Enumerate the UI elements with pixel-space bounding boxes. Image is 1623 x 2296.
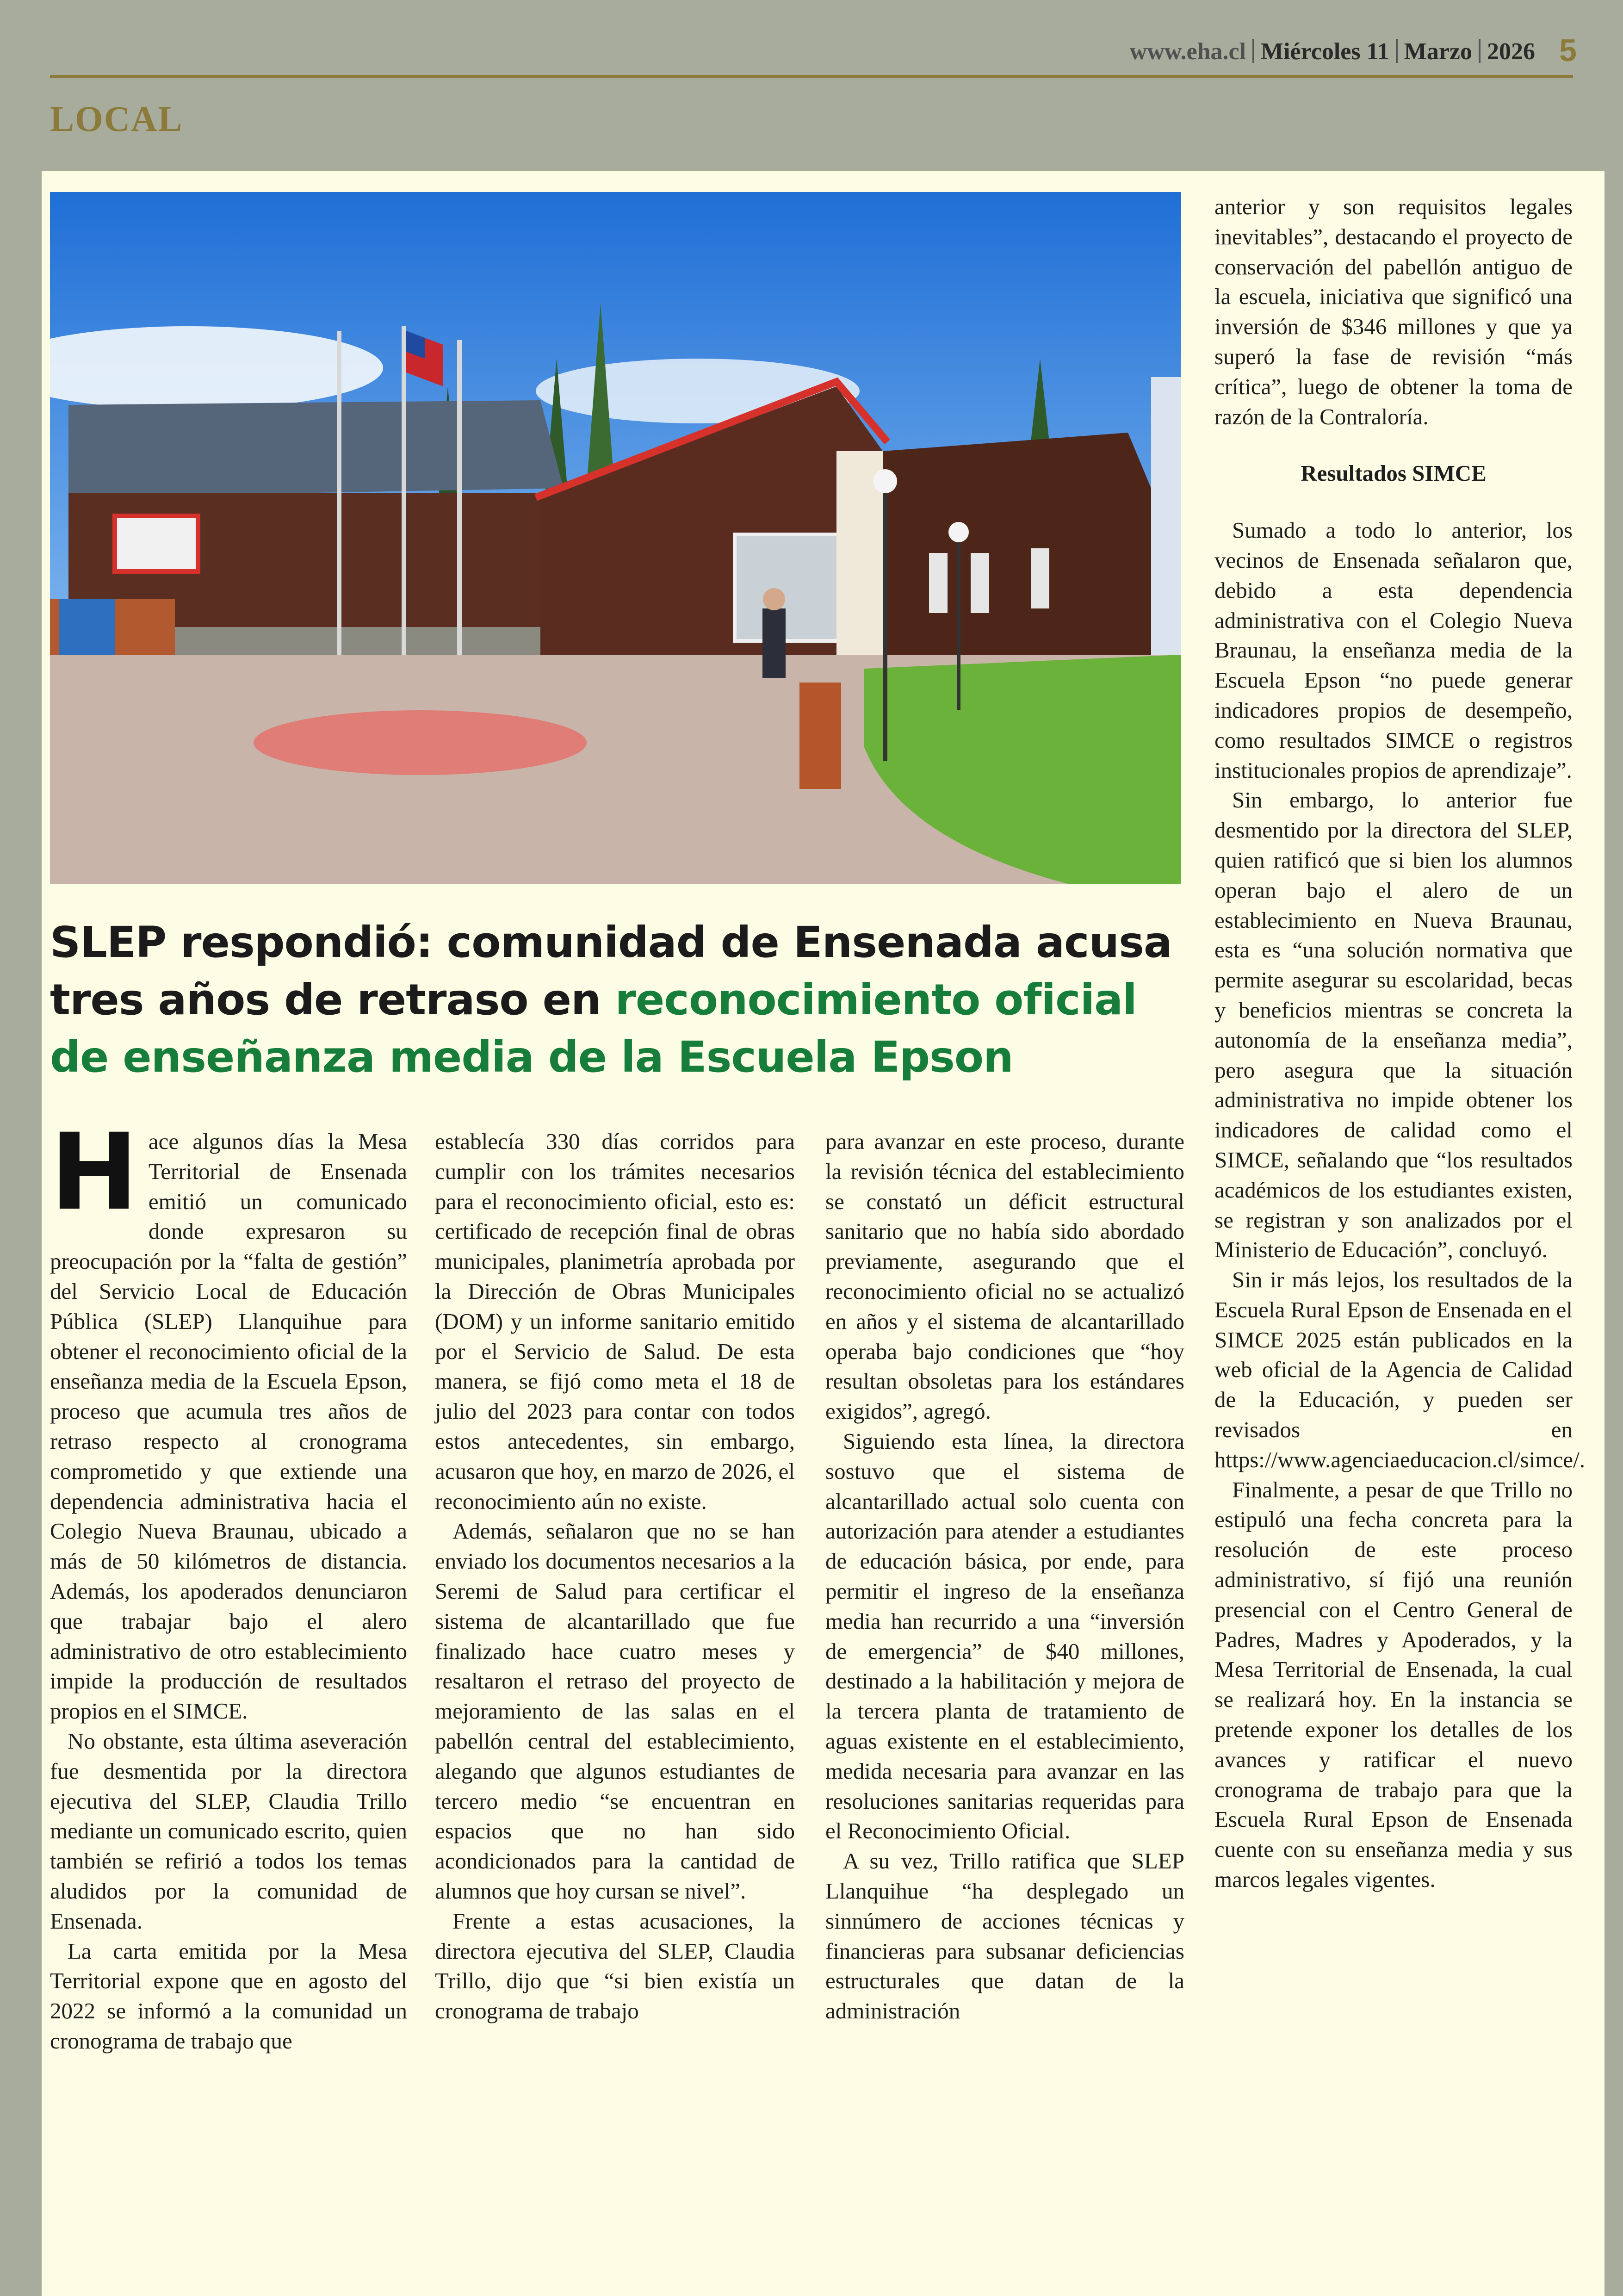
subheading: Resultados SIMCE (1301, 460, 1487, 486)
header-rule (50, 75, 1573, 78)
school-building-photo (50, 192, 1181, 884)
body-paragraph: Sumado a todo lo anterior, los vecinos de Ensenada señalaron que, debido a esta dependencia administrativa con el Colegio Nueva Braunau, la enseñanza media de la Escuela Epson “no puede generar indicadores propios de desempeño, como resultados SIMCE o registros institucionales propios de aprendizaje”. (1214, 517, 1573, 783)
body-paragraph: No obstante, esta última aseveración fue desmentida por la directora ejecutiva del SLEP, Claudia Trillo mediante un comunicado escrito, quien también se refirió a todos los temas aludidos por la comunidad de Ensenada. (50, 1728, 407, 1934)
body-paragraph: Sin ir más lejos, los resultados de la Escuela Rural Epson de Ensenada en el SIMCE 2025 están publicados en la web oficial de la Agencia de Calidad de la Educación, y pueden ser revisados en https://www.agenciaeducacion.cl/simce/. (1214, 1267, 1585, 1472)
body-paragraph: Hace algunos días la Mesa Territorial de Ensenada emitió un comunicado donde expresaron su preocupación por la “falta de gestión” del Servicio Local de Educación Pública (SLEP) Llanquihue para obtener el reconocimiento oficial de la enseñanza media de la Escuela Epson, proceso que acumula tres años de retraso respecto al cronograma comprometido y que extiende una dependencia administrativa hacia el Colegio Nueva Braunau, ubicado a más de 50 kilómetros de distancia. Además, los apoderados denunciaron que trabajar bajo el alero administrativo de otro establecimiento impide la producción de resultados propios en el SIMCE. (50, 1111, 407, 1724)
headline-part-green: reconocimiento oficial de enseñanza media de la Escuela Epson (50, 975, 1137, 1082)
body-column-4 (1214, 192, 1585, 1895)
body-paragraph: Finalmente, a pesar de que Trillo no estipuló una fecha concreta para la resolución de este proceso administrativo, sí fijó una reunión presencial con el Centro General de Padres, Madres y Apoderados, y la Mesa Territorial de Ensenada, la cual se realizará hoy. En la instancia se pretende exponer los detalles de los avances y ratificar el nuevo cronograma de trabajo para que la Escuela Rural Epson de Ensenada cuente con su enseñanza media y sus marcos legales vigentes. (1214, 1477, 1573, 1893)
drop-cap: H (50, 1111, 138, 1234)
issue-year: 2026 (1487, 38, 1535, 65)
issue-weekday: Miércoles (1261, 38, 1361, 65)
body-paragraph: anterior y son requisitos legales inevitables”, destacando el proyecto de conservación del pabellón antiguo de la escuela, iniciativa que significó una inversión de $346 millones y que ya superó la fase de revisión “más crítica”, luego de obtener la toma de razón de la Contraloría. (1214, 194, 1573, 429)
body-paragraph: Frente a estas acusaciones, la directora ejecutiva del SLEP, Claudia Trillo, dijo que “si bien existía un cronograma de trabajo (435, 1908, 795, 2024)
body-column-1 (50, 1111, 407, 2056)
body-paragraph: Siguiendo esta línea, la directora sostuvo que el sistema de alcantarillado actual solo cuenta con autorización para atender a estudiantes de educación básica, por ende, para permitir el ingreso de la enseñanza media han recurrido a una “inversión de emergencia” de $40 millones, destinado a la habilitación y mejora de la tercera planta de tratamiento de aguas existente en el establecimiento, medida necesaria para avanzar en las resoluciones sanitarias requeridas para el Reconocimiento Oficial. (825, 1428, 1184, 1844)
body-paragraph: La carta emitida por la Mesa Territorial expone que en agosto del 2022 se informó a la comunidad un cronograma de trabajo que (50, 1938, 407, 2054)
article-headline (50, 914, 1188, 1086)
issue-info (1130, 38, 1535, 65)
page-number: 5 (1559, 33, 1577, 68)
issue-month: Marzo (1404, 38, 1472, 65)
body-column-3 (825, 1127, 1184, 2026)
page-header (0, 0, 1623, 171)
headline-part-black: SLEP respondió: comunidad de Ensenada acusa tres años de retraso en (50, 918, 1172, 1024)
issue-day: 11 (1366, 38, 1389, 65)
body-paragraph: Además, señalaron que no se han enviado los documentos necesarios a la Seremi de Salud para certificar el sistema de alcantarillado que fue finalizado hace cuatro meses y resaltaron el retraso del proyecto de mejoramiento de las salas en el pabellón central del establecimiento, alegando que algunos estudiantes de tercero medio “se encuentran en espacios que no han sido acondicionados para la cantidad de alumnos que hoy cursan se nivel”. (435, 1518, 795, 1904)
body-paragraph: A su vez, Trillo ratifica que SLEP Llanquihue “ha desplegado un sinnúmero de acciones técnicas y financieras para subsanar deficiencias estructurales que datan de la administración (825, 1848, 1184, 2024)
site-url[interactable]: www.eha.cl (1129, 38, 1246, 65)
body-paragraph: Sin embargo, lo anterior fue desmentido por la directora del SLEP, quien ratificó que si bien los alumnos operan bajo el alero de un establecimiento en Nueva Braunau, esta es “una solución normativa que permite asegurar su escolaridad, becas y beneficios mientras se concreta la autonomía de la enseñanza media”, pero asegura que la situación administrativa no impide obtener los indicadores de calidad como el SIMCE, señalando que “los resultados académicos de los estudiantes existen, se registran y son analizados por el Ministerio de Educación”, concluyó. (1214, 787, 1573, 1263)
body-paragraph: para avanzar en este proceso, durante la revisión técnica del establecimiento se constató un déficit estructural sanitario que no había sido abordado previamente, asegurando que el reconocimiento oficial no se actualizó en años y el sistema de alcantarillado operaba bajo condiciones que “hoy resultan obsoletas para los estándares exigidos”, agregó. (825, 1129, 1184, 1424)
body-paragraph: establecía 330 días corridos para cumplir con los trámites necesarios para el reconocimiento oficial, esto es: certificado de recepción final de obras municipales, planimetría aprobada por la Dirección de Obras Municipales (DOM) y un informe sanitario emitido por el Servicio de Salud. De esta manera, se fijó como meta el 18 de julio del 2023 para contar con todos estos antecedentes, sin embargo, acusaron que hoy, en marzo de 2026, el reconocimiento aún no existe. (435, 1129, 795, 1514)
section-label: LOCAL (50, 99, 183, 139)
body-column-2 (435, 1127, 795, 2026)
